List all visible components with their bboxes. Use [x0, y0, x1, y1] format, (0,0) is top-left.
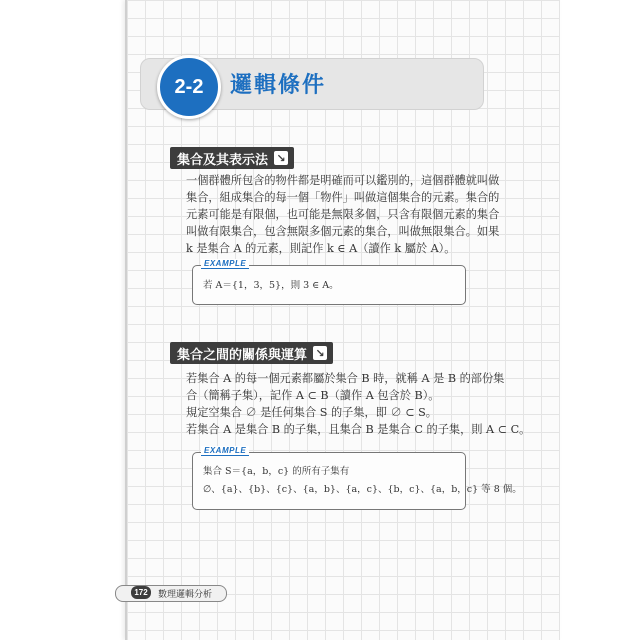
- example-line: 集合 S＝{a，b，c} 的所有子集有: [203, 466, 350, 477]
- section-heading-sets: [170, 147, 294, 169]
- section-heading-label: 集合及其表示法: [177, 152, 269, 168]
- paragraph-line: k 是集合 A 的元素，則記作 k ∈ A（讀作 k 屬於 A）。: [186, 242, 456, 255]
- section-2-body: [186, 370, 530, 438]
- paragraph-line: 一個群體所包含的物件都是明確而可以鑑別的，這個群體就叫做: [186, 174, 500, 187]
- example-tag: EXAMPLE: [201, 259, 249, 269]
- paragraph-line: 集合，組成集合的每一個「物件」叫做這個集合的元素。集合的: [186, 191, 500, 204]
- paragraph-line: 合（簡稱子集），記作 A ⊂ B（讀作 A 包含於 B）。: [186, 389, 440, 402]
- example-tag: EXAMPLE: [201, 446, 249, 456]
- section-heading-label: 集合之間的關係與運算: [177, 347, 308, 363]
- page-number: 172: [131, 586, 151, 599]
- chapter-number-badge: 2-2: [157, 55, 221, 119]
- paragraph-line: 元素可能是有限個，也可能是無限多個，只含有限個元素的集合: [186, 208, 500, 221]
- book-title: 數理邏輯分析: [158, 590, 213, 600]
- arrow-down-right-icon: ↘: [274, 151, 288, 165]
- example-box-2: [192, 446, 522, 510]
- paragraph-line: 規定空集合 ∅ 是任何集合 S 的子集，即 ∅ ⊂ S。: [186, 406, 437, 419]
- paragraph-line: 若集合 A 的每一個元素都屬於集合 B 時，就稱 A 是 B 的部份集: [186, 372, 505, 385]
- section-1-body: [186, 172, 499, 257]
- example-line: ∅、{a}、{b}、{c}、{a，b}、{a，c}、{b，c}、{a，b，c} 等 8 個。: [203, 484, 522, 495]
- example-box-1: [192, 259, 466, 305]
- chapter-title: 邏輯條件: [230, 73, 327, 98]
- paragraph-line: 叫做有限集合，包含無限多個元素的集合，叫做無限集合。如果: [186, 225, 500, 238]
- paragraph-line: 若集合 A 是集合 B 的子集，且集合 B 是集合 C 的子集，則 A ⊂ C。: [186, 423, 531, 436]
- section-heading-relations: [170, 342, 333, 364]
- arrow-down-right-icon: ↘: [313, 346, 327, 360]
- example-line: 若 A＝{1，3，5}，則 3 ∈ A。: [203, 280, 339, 291]
